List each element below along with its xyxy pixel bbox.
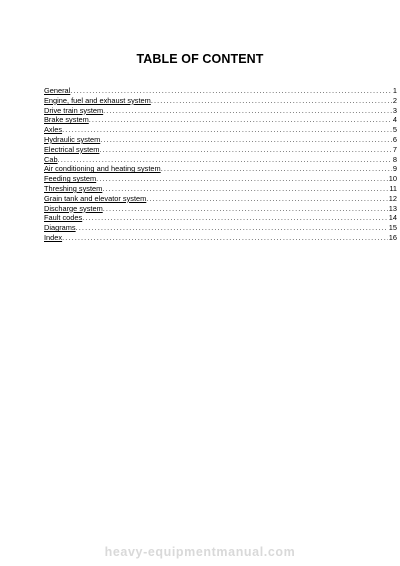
dot-leader: [103, 204, 388, 214]
toc-entry-feeding[interactable]: [44, 174, 397, 184]
dot-leader: [89, 115, 392, 125]
toc-entry-label[interactable]: Diagrams: [44, 223, 76, 233]
toc-entry-page: 6: [392, 134, 397, 144]
toc-entry-label[interactable]: Threshing system: [44, 183, 103, 193]
toc-entry-electrical[interactable]: [44, 145, 397, 155]
toc-entry-brake[interactable]: [44, 115, 397, 125]
toc-entry-fault-codes[interactable]: [44, 213, 397, 223]
toc-entry-grain-tank[interactable]: [44, 194, 397, 204]
dot-leader: [82, 213, 388, 223]
dot-leader: [96, 174, 388, 184]
toc-entry-page: 13: [388, 203, 397, 213]
toc-entry-general[interactable]: [44, 86, 397, 96]
toc-entry-hydraulic[interactable]: [44, 135, 397, 145]
toc-entry-label[interactable]: Index: [44, 232, 63, 242]
toc-entry-label[interactable]: Engine, fuel and exhaust system: [44, 95, 151, 105]
dot-leader: [103, 106, 392, 116]
dot-leader: [161, 164, 392, 174]
toc-entry-page: 12: [388, 193, 397, 203]
toc-entry-page: 1: [392, 86, 397, 95]
toc-entry-label[interactable]: Fault codes: [44, 213, 83, 223]
toc-entry-page: 14: [388, 213, 397, 223]
watermark: heavy-equipmentmanual.com: [104, 545, 296, 559]
toc-entry-label[interactable]: Axles: [44, 125, 63, 135]
toc-entry-page: 7: [392, 144, 397, 154]
toc-entry-label[interactable]: General: [44, 86, 71, 95]
toc-entry-discharge[interactable]: [44, 204, 397, 214]
toc-entry-page: 11: [389, 183, 397, 193]
toc-entry-page: 2: [392, 95, 397, 105]
toc-entry-page: 9: [392, 164, 397, 174]
table-of-contents: [44, 86, 397, 243]
dot-leader: [146, 194, 387, 204]
toc-entry-label[interactable]: Grain tank and elevator system: [44, 193, 147, 203]
dot-leader: [102, 184, 388, 194]
dot-leader: [76, 223, 388, 233]
toc-entry-page: 5: [392, 125, 397, 135]
dot-leader: [70, 86, 392, 96]
toc-entry-label[interactable]: Drive train system: [44, 105, 104, 115]
toc-entry-engine[interactable]: [44, 96, 397, 106]
toc-entry-cab[interactable]: [44, 155, 397, 165]
toc-entry-page: 3: [392, 105, 397, 115]
toc-entry-index[interactable]: [44, 233, 397, 243]
dot-leader: [99, 145, 391, 155]
toc-entry-label[interactable]: Hydraulic system: [44, 134, 101, 144]
dot-leader: [58, 155, 392, 165]
dot-leader: [100, 135, 392, 145]
dot-leader: [62, 233, 388, 243]
dot-leader: [151, 96, 392, 106]
page-title: TABLE OF CONTENT: [136, 52, 264, 66]
toc-entry-label[interactable]: Cab: [44, 154, 58, 164]
toc-entry-page: 10: [388, 174, 397, 184]
toc-entry-label[interactable]: Discharge system: [44, 203, 103, 213]
toc-entry-drive-train[interactable]: [44, 106, 397, 116]
toc-entry-label[interactable]: Air conditioning and heating system: [44, 164, 161, 174]
toc-entry-diagrams[interactable]: [44, 223, 397, 233]
toc-entry-axles[interactable]: [44, 125, 397, 135]
toc-entry-page: 4: [392, 115, 397, 125]
toc-entry-air-conditioning[interactable]: [44, 164, 397, 174]
toc-entry-label[interactable]: Electrical system: [44, 144, 100, 154]
dot-leader: [62, 125, 392, 135]
toc-entry-label[interactable]: Feeding system: [44, 174, 97, 184]
toc-entry-label[interactable]: Brake system: [44, 115, 89, 125]
toc-entry-page: 8: [392, 154, 397, 164]
toc-entry-page: 16: [388, 232, 397, 242]
toc-entry-page: 15: [388, 223, 397, 233]
toc-entry-threshing[interactable]: [44, 184, 397, 194]
